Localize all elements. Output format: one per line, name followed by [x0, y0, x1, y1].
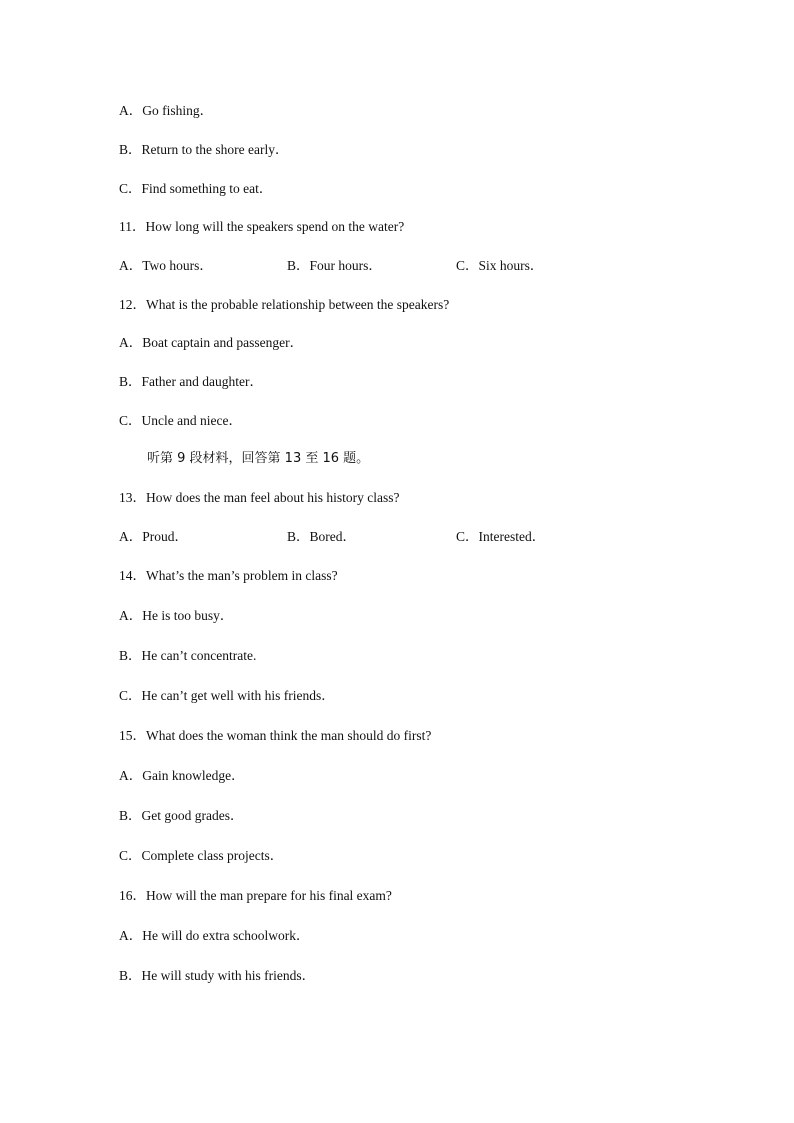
question-13: 13．How does the man feel about his history class?	[119, 490, 400, 505]
q16-option-a: A．He will do extra schoolwork．	[119, 928, 310, 943]
q16-option-b: B．He will study with his friends．	[119, 968, 316, 983]
question-12: 12．What is the probable relationship between the speakers?	[119, 297, 450, 312]
q13-option-a: A．Proud．	[119, 529, 189, 544]
q14-option-a: A．He is too busy．	[119, 608, 234, 623]
q14-option-c: C．He can’t get well with his friends．	[119, 688, 335, 703]
q10-option-c: C．Find something to eat．	[119, 181, 273, 196]
q12-option-b: B．Father and daughter．	[119, 374, 263, 389]
q10-option-a: A．Go fishing．	[119, 103, 214, 118]
q12-option-a: A．Boat captain and passenger．	[119, 335, 304, 350]
question-14: 14．What’s the man’s problem in class?	[119, 568, 338, 583]
q11-option-b: B．Four hours．	[287, 258, 382, 273]
q13-option-b: B．Bored．	[287, 529, 356, 544]
question-15: 15．What does the woman think the man should do first?	[119, 728, 432, 743]
question-16: 16．How will the man prepare for his final exam?	[119, 888, 392, 903]
q15-option-b: B．Get good grades．	[119, 808, 244, 823]
q15-option-c: C．Complete class projects．	[119, 848, 284, 863]
section-heading: 听第 9 段材料，回答第 13 至 16 题。	[147, 451, 370, 466]
q14-option-b: B．He can’t concentrate.	[119, 648, 257, 663]
q11-option-a: A．Two hours．	[119, 258, 213, 273]
q10-option-b: B．Return to the shore early．	[119, 142, 289, 157]
question-11: 11．How long will the speakers spend on the water?	[119, 219, 405, 234]
q13-option-c: C．Interested．	[456, 529, 546, 544]
q15-option-a: A．Gain knowledge．	[119, 768, 245, 783]
q12-option-c: C．Uncle and niece．	[119, 413, 242, 428]
q11-option-c: C．Six hours．	[456, 258, 544, 273]
